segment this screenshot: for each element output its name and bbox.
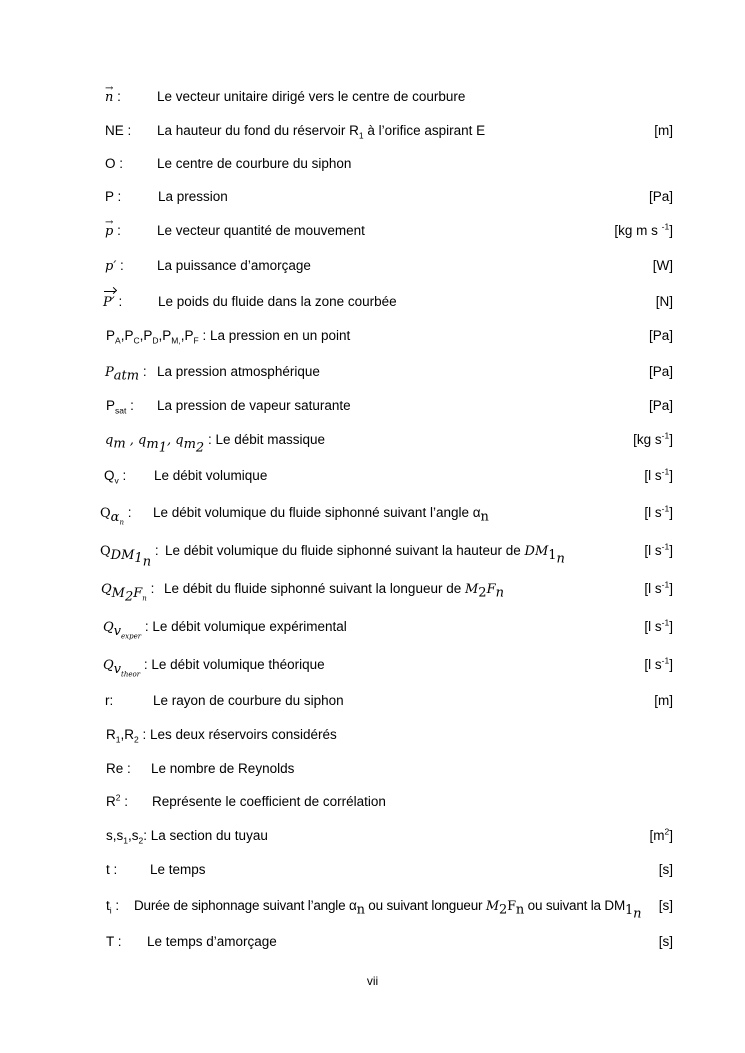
unit-label: [m] xyxy=(654,693,673,708)
unit-label: [Pa] xyxy=(648,364,673,379)
definition-row-p-vector xyxy=(0,221,745,241)
definition-row-ne xyxy=(0,121,745,141)
definition-row-pressure-points xyxy=(0,326,745,346)
symbol-qv: $Q_v$ : xyxy=(104,468,127,486)
symbol-p-prime: p′ : xyxy=(105,258,124,274)
definition-text: Représente le coefficient de corrélation xyxy=(152,794,386,809)
unit-label: [l $s^{-1}$] xyxy=(644,655,673,672)
unit-label: [N] xyxy=(655,294,673,309)
definition-text: La puissance d’amorçage xyxy=(157,258,311,273)
symbol-o: O : xyxy=(105,156,124,171)
unit-label: [m] xyxy=(654,123,673,138)
definition-row-r-squared xyxy=(0,792,745,812)
definition-text: La pression de vapeur saturante xyxy=(157,398,351,413)
symbol-qv-exper: $Q_{v_{exper}}$ : Le débit volumique expérimental xyxy=(103,619,347,641)
unit-label: [Pa] xyxy=(648,328,673,343)
unit-label: [l $s^{-1}$] xyxy=(644,503,673,520)
symbol-p: P : xyxy=(105,189,122,204)
symbol-qm: $q_m$ , $q_{m_1}$, $q_{m_2}$ : Le débit massique xyxy=(105,432,326,456)
symbol-r: r: xyxy=(105,693,114,708)
symbol-re: Re : xyxy=(106,761,131,776)
unit-label: [Pa] xyxy=(648,189,673,204)
definition-text: Le rayon de courbure du siphon xyxy=(153,693,344,708)
unit-label: $[m^2]$ xyxy=(649,826,673,843)
definition-text: Le centre de courbure du siphon xyxy=(157,156,352,171)
unit-label: [l $s^{-1}$] xyxy=(644,466,673,483)
definition-row-p-prime xyxy=(0,256,745,276)
definition-row-o xyxy=(0,154,745,174)
unit-label: [l $s^{-1}$] xyxy=(644,579,673,596)
definition-row-weight-vector xyxy=(0,292,745,312)
symbol-patm: $P_{atm}$ : xyxy=(105,364,147,384)
symbol-n-vector: n → : xyxy=(105,87,121,108)
symbol-psat: $P_{sat}$ : xyxy=(106,398,134,416)
definition-row-t-priming xyxy=(0,932,745,952)
definition-row-p xyxy=(0,187,745,207)
unit-label: [s] xyxy=(658,862,673,877)
definition-row-re xyxy=(0,759,745,779)
definition-row-psat xyxy=(0,396,745,416)
symbol-pressure-points: $P_A,P_C,P_D,P_{M,},P_F$ : La pression en un point xyxy=(106,328,351,346)
definition-text: Le temps d’amorçage xyxy=(147,934,277,949)
page-number: vii xyxy=(366,974,379,988)
symbol-q-alpha: $Q_{\alpha_n}$ : xyxy=(100,505,132,527)
definition-row-qv xyxy=(0,466,745,486)
definition-text: Le débit du fluide siphonné suivant la longueur de $M_2F_n$ xyxy=(164,581,504,601)
symbol-p-vector: p → : xyxy=(105,221,121,242)
unit-label: [l $s^{-1}$] xyxy=(644,541,673,558)
symbol-q-dm: $Q_{DM_{1_n}}$ : xyxy=(100,543,159,570)
unit-label: [s] xyxy=(658,934,673,949)
definition-text: Le poids du fluide dans la zone courbée xyxy=(158,294,397,309)
definition-text: La pression xyxy=(158,189,228,204)
symbol-t: t : xyxy=(106,862,118,877)
definition-text: Le nombre de Reynolds xyxy=(151,761,295,776)
definition-text: La pression atmosphérique xyxy=(157,364,320,379)
definition-row-q-m2fn xyxy=(0,579,745,605)
definition-row-qv-exper xyxy=(0,617,745,641)
symbol-qv-theor: $Q_{v_{theor}}$ : Le débit volumique théorique xyxy=(103,657,325,679)
definition-text: Le débit volumique du fluide siphonné suivant la hauteur de $DM_{1_n}$ xyxy=(165,543,565,567)
definition-text: Le débit volumique du fluide siphonné suivant l’angle $\alpha_n$ xyxy=(153,505,489,525)
definition-row-t xyxy=(0,860,745,880)
symbol-ti: $t_i$ : xyxy=(106,898,120,916)
definition-row-reservoirs xyxy=(0,725,745,745)
symbol-ne: NE : xyxy=(105,123,132,138)
definition-row-n-vector xyxy=(0,87,745,107)
unit-label: [Pa] xyxy=(648,398,673,413)
definition-row-qv-theor xyxy=(0,655,745,679)
definition-row-r xyxy=(0,691,745,711)
unit-label: [l $s^{-1}$] xyxy=(644,617,673,634)
definition-text: Le vecteur unitaire dirigé vers le centre de courbure xyxy=(157,89,466,104)
unit-label: [kg m s $^{-1}$] xyxy=(614,221,673,238)
symbol-reservoirs: $R_1,R_2$ : Les deux réservoirs considérés xyxy=(106,727,337,745)
unit-label: [W] xyxy=(652,258,673,273)
definition-text: La hauteur du fond du réservoir $R_1$ à l’orifice aspirant E xyxy=(157,123,486,141)
definition-text: Durée de siphonnage suivant l’angle $\alpha_n$ ou suivant longueur $M_2F_n$ ou suivant la $DM_{1_n}$ xyxy=(134,898,642,922)
symbol-t-priming: T : xyxy=(106,934,122,949)
definition-row-q-dm xyxy=(0,541,745,570)
definition-row-ti xyxy=(0,896,745,922)
symbol-q-m2fn: $Q_{M_2F_n}$ : xyxy=(101,581,155,605)
definition-text: Le vecteur quantité de mouvement xyxy=(157,223,365,238)
unit-label: [s] xyxy=(658,898,673,913)
definition-row-section xyxy=(0,826,745,846)
definition-text: Le temps xyxy=(150,862,206,877)
symbol-r-squared: $R^2$ : xyxy=(106,792,129,809)
symbol-weight-vector: P′ : xyxy=(103,292,122,313)
definition-row-patm xyxy=(0,362,745,382)
symbol-section: $s,s_1,s_2$: La section du tuyau xyxy=(106,828,268,846)
definition-text: Le débit volumique xyxy=(154,468,268,483)
definition-row-qm xyxy=(0,430,745,456)
unit-label: [kg $s^{-1}$] xyxy=(633,430,673,447)
definition-row-q-alpha xyxy=(0,503,745,527)
